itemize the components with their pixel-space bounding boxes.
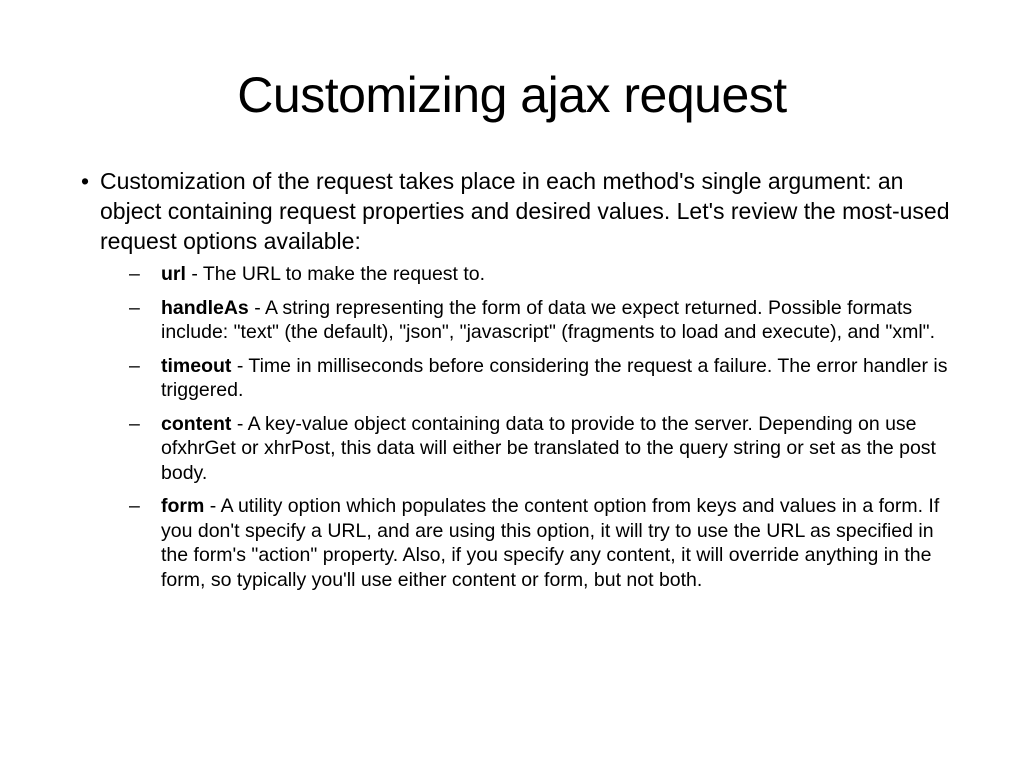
- option-description: - A utility option which populates the content option from keys and values in a form. If you don't specify a URL, and are using this option, it will try to use the URL as specified in the form's "action" property. Also, if you specify any content, it will override anything in the form, so typically you'll use either content or form, but not both.: [161, 495, 940, 591]
- option-description: - The URL to make the request to.: [185, 263, 486, 285]
- main-bullet-text: Customization of the request takes place in each method's single argument: an object containing request properties and desired values. Let's review the most-used request options available:: [100, 168, 950, 254]
- option-description: - Time in milliseconds before considering the request a failure. The error handler is triggered.: [161, 354, 948, 401]
- option-handleas: [100, 296, 964, 345]
- option-keyword: timeout: [161, 354, 232, 377]
- slide-title: Customizing ajax request: [237, 67, 787, 123]
- request-options-list: [100, 262, 964, 592]
- option-keyword: handleAs: [161, 296, 249, 319]
- dash-marker: –: [129, 263, 140, 285]
- option-keyword: url: [161, 263, 186, 285]
- option-keyword: content: [161, 412, 232, 435]
- option-keyword: form: [161, 495, 205, 517]
- bullet-marker: •: [81, 168, 90, 194]
- option-content: [100, 412, 964, 486]
- option-description: - A string representing the form of data we expect returned. Possible formats include: "text" (the default), "json", "javascript" (fragments to load and execute), and "xml".: [161, 296, 935, 343]
- option-timeout: [100, 354, 964, 403]
- option-description: - A key-value object containing data to provide to the server. Depending on use ofxhrGet or xhrPost, this data will either be translated to the query string or set as the post body.: [161, 412, 936, 484]
- slide-body: [81, 166, 964, 601]
- option-url: [100, 262, 964, 287]
- dash-marker: –: [129, 412, 140, 435]
- option-form: [100, 494, 964, 592]
- main-bullet: [81, 166, 964, 592]
- dash-marker: –: [129, 296, 140, 319]
- dash-marker: –: [129, 354, 140, 377]
- dash-marker: –: [129, 495, 140, 517]
